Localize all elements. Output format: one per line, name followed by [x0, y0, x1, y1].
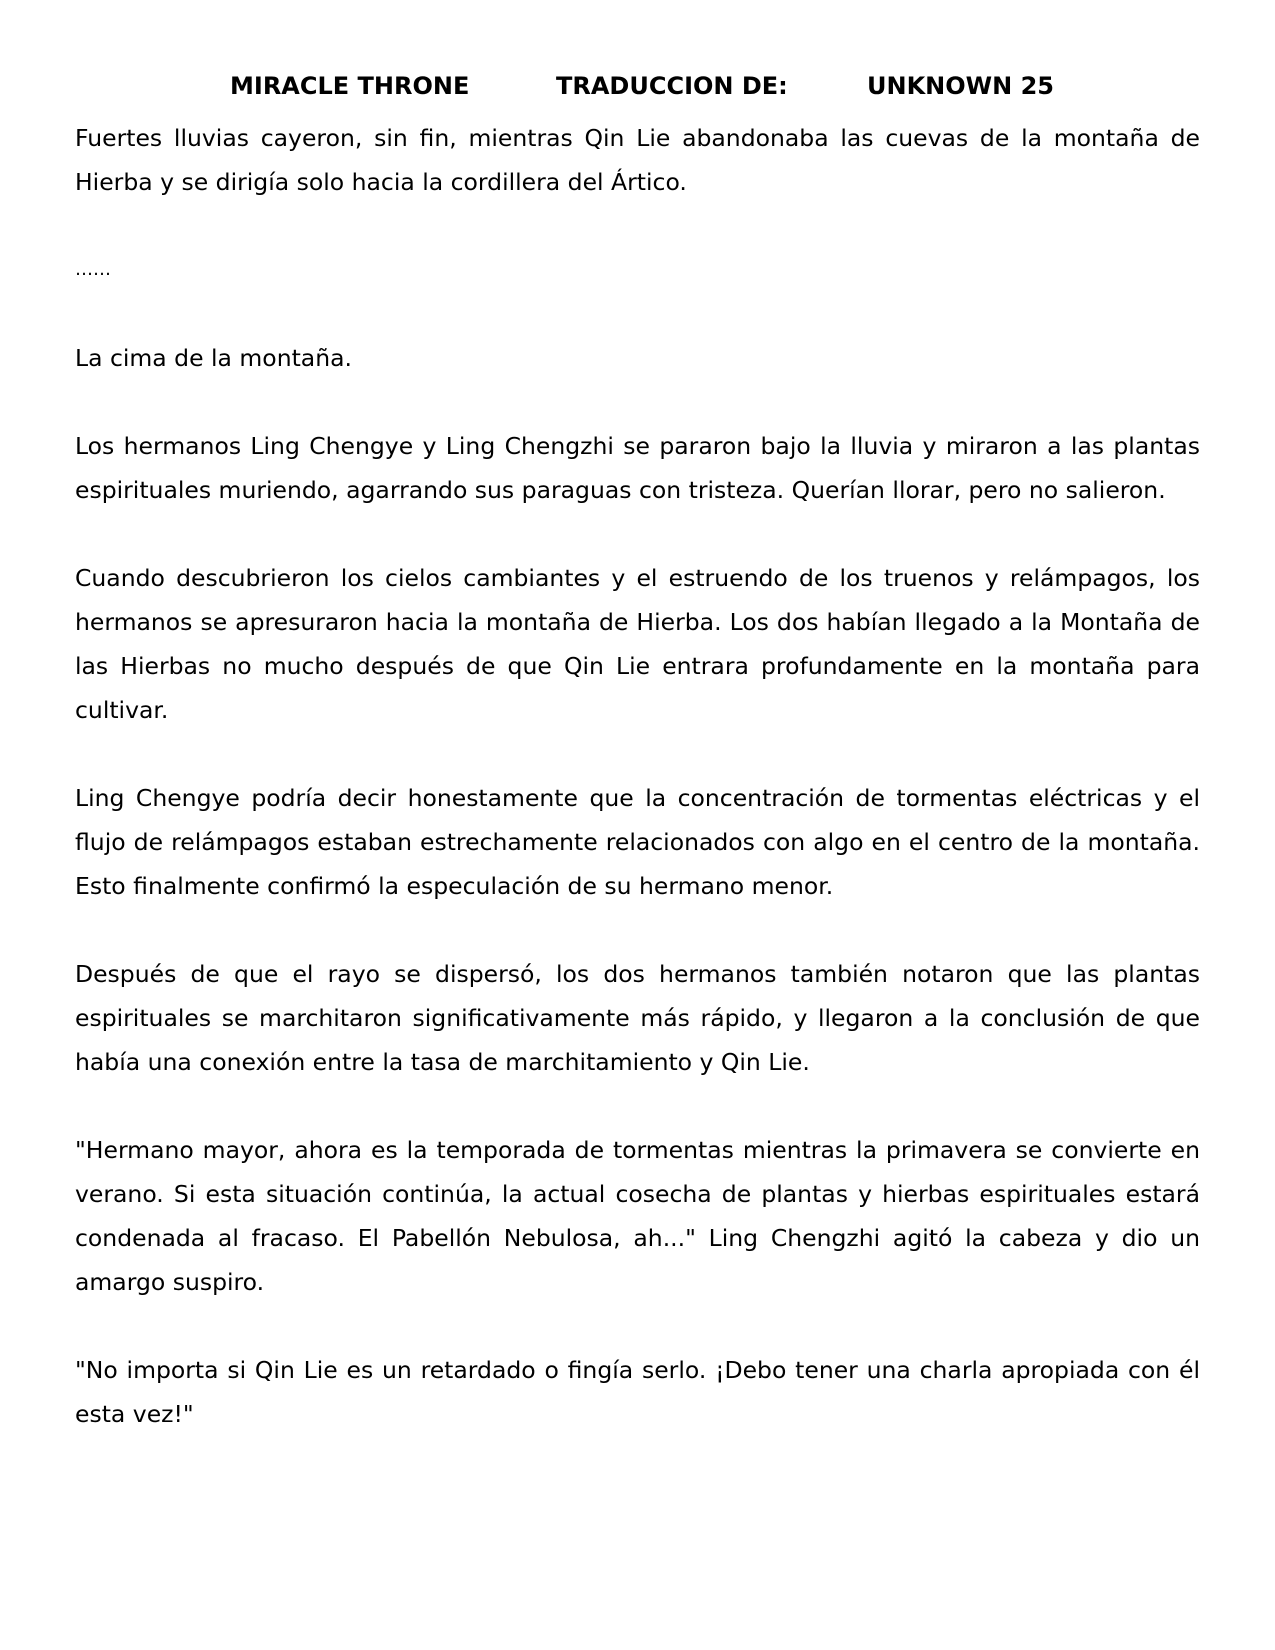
paragraph: "No importa si Qin Lie es un retardado o fingía serlo. ¡Debo tener una charla apropiada con él esta vez!" [75, 1356, 1200, 1428]
paragraph: Los hermanos Ling Chengye y Ling Chengzhi se pararon bajo la lluvia y miraron a las plantas espirituales muriendo, agarrando sus paraguas con tristeza. Querían llorar, pero no salieron. [75, 432, 1200, 504]
paragraph: Después de que el rayo se dispersó, los dos hermanos también notaron que las plantas espirituales se marchitaron significativamente más rápido, y llegaron a la conclusión de que había una conexión entre la tasa de marchitamiento y Qin Lie. [75, 960, 1200, 1076]
paragraph: Ling Chengye podría decir honestamente que la concentración de tormentas eléctricas y el flujo de relámpagos estaban estrechamente relacionados con algo en el centro de la montaña. Esto finalmente confirmó la especulación de su hermano menor. [75, 784, 1200, 900]
document-body [75, 116, 1200, 1480]
translator-name: UNKNOWN 25 [867, 72, 1054, 100]
scene-break: …… [75, 259, 111, 280]
novel-title: MIRACLE THRONE [230, 72, 470, 100]
paragraph: Fuertes lluvias cayeron, sin fin, mientras Qin Lie abandonaba las cuevas de la montaña de Hierba y se dirigía solo hacia la cordillera del Ártico. [75, 124, 1200, 196]
paragraph: La cima de la montaña. [75, 344, 352, 372]
translation-label: TRADUCCION DE: [556, 72, 788, 100]
page-header [0, 68, 1275, 104]
paragraph: "Hermano mayor, ahora es la temporada de tormentas mientras la primavera se convierte en verano. Si esta situación continúa, la actual cosecha de plantas y hierbas espirituales estará condenada al fracaso. El Pabellón Nebulosa, ah..." Ling Chengzhi agitó la cabeza y dio un amargo suspiro. [75, 1136, 1200, 1296]
paragraph: Cuando descubrieron los cielos cambiantes y el estruendo de los truenos y relámpagos, los hermanos se apresuraron hacia la montaña de Hierba. Los dos habían llegado a la Montaña de las Hierbas no mucho después de que Qin Lie entrara profundamente en la montaña para cultivar. [75, 564, 1200, 724]
